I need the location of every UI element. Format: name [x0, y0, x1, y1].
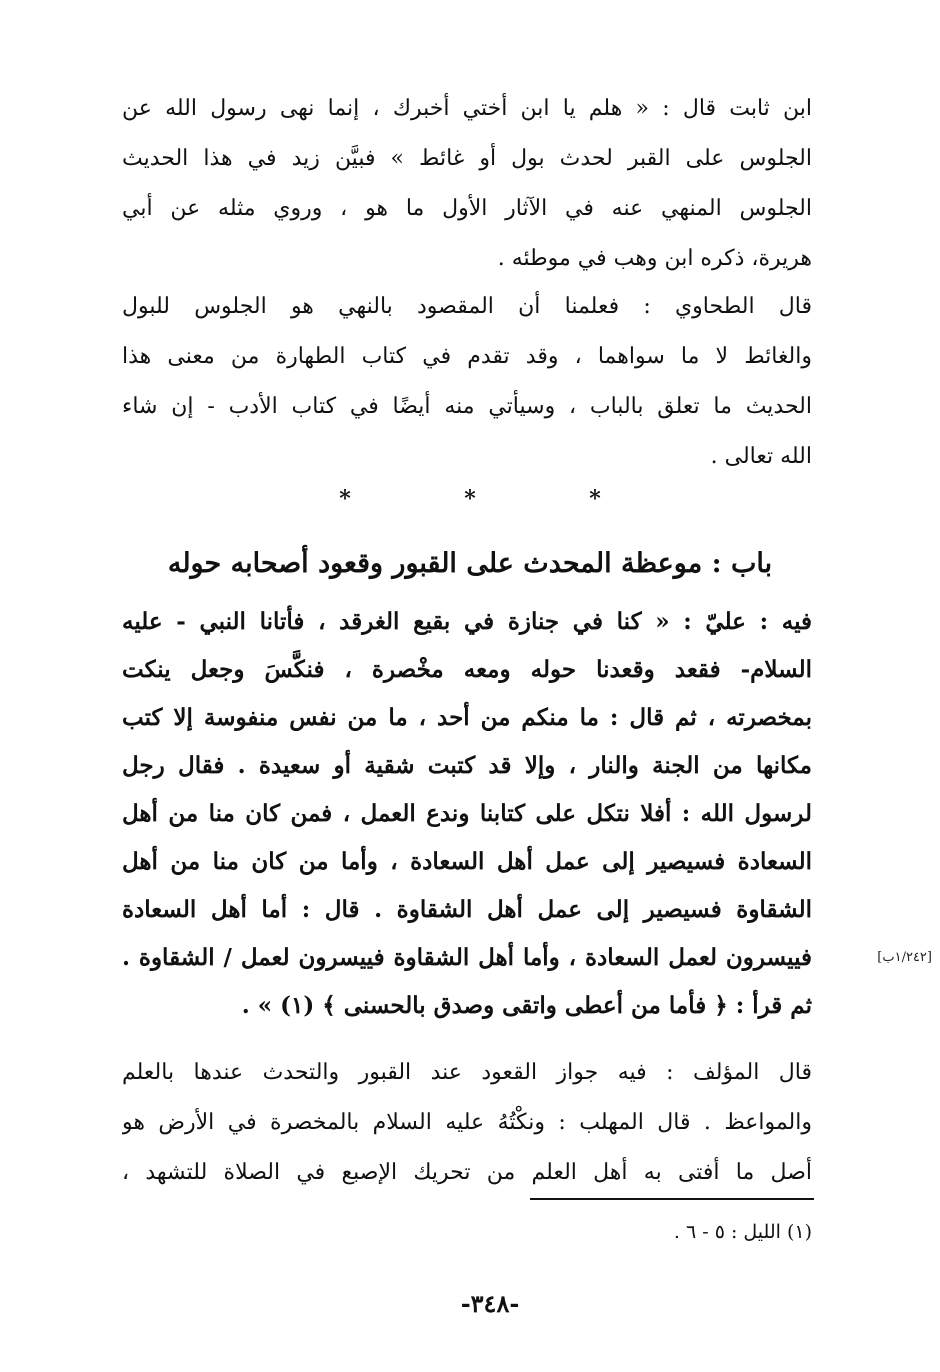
asterisk-ornament: * [339, 486, 351, 512]
text-line: ابن ثابت قال : « هلم يا ابن أختي أخبرك ، إنما نهى رسول الله عن [122, 96, 812, 121]
text-line: لرسول الله : أفلا نتكل على كتابنا وندع العمل ، فمن كان منا من أهل [122, 800, 812, 827]
asterisk-ornament: * [589, 486, 601, 512]
asterisk-ornament: * [464, 486, 476, 512]
text-line: الجلوس المنهي عنه في الآثار الأول ما هو ، وروي مثله عن أبي [122, 196, 812, 221]
text-line: والمواعظ . قال المهلب : ونكْتُهُ عليه السلام بالمخصرة في الأرض هو [122, 1110, 812, 1135]
paragraph-2 [122, 282, 812, 482]
paragraph-1 [122, 84, 812, 284]
text-line: ثم قرأ : ﴿ فأما من أعطى واتقى وصدق بالحسنى ﴾ (١) » . [241, 992, 812, 1019]
footnote: (١) الليل : ٥ - ٦ . [673, 1221, 812, 1243]
footnote-divider [530, 1198, 814, 1200]
text-line: فييسرون لعمل السعادة ، وأما أهل الشقاوة فييسرون لعمل / الشقاوة . [122, 944, 812, 971]
text-line: الله تعالى . [710, 444, 812, 469]
text-line: قال المؤلف : فيه جواز القعود عند القبور والتحدث عندها بالعلم [122, 1060, 812, 1085]
text-line: والغائط لا ما سواهما ، وقد تقدم في كتاب الطهارة من معنى هذا [122, 344, 812, 369]
text-line: أصل ما أفتى به أهل العلم من تحريك الإصبع في الصلاة للتشهد ، [122, 1160, 812, 1185]
paragraph-4 [122, 1048, 812, 1198]
page-number: -٣٤٨- [460, 1289, 520, 1318]
text-line: قال الطحاوي : فعلمنا أن المقصود بالنهي هو الجلوس للبول [122, 294, 812, 319]
text-line: هريرة، ذكره ابن وهب في موطئه . [497, 246, 812, 271]
text-line: السلام- فقعد وقعدنا حوله ومعه مخْصرة ، فنكَّسَ وجعل ينكت [122, 656, 812, 683]
text-line: مكانها من الجنة والنار ، وإلا قد كتبت شقية أو سعيدة . فقال رجل [122, 752, 812, 779]
text-line: فيه : عليّ : « كنا في جنازة في بقيع الغرقد ، فأتانا النبي - عليه [122, 608, 812, 635]
text-line: الجلوس على القبر لحدث بول أو غائط » فبيَّن زيد في هذا الحديث [122, 146, 812, 171]
manuscript-folio-note: [١/٢٤٢ب] [877, 950, 932, 965]
section-separator [330, 486, 610, 512]
hadith-paragraph [122, 598, 812, 1030]
text-line: الحديث ما تعلق بالباب ، وسيأتي منه أيضًا في كتاب الأدب - إن شاء [122, 394, 812, 419]
chapter-heading: باب : موعظة المحدث على القبور وقعود أصحابه حوله [167, 548, 773, 579]
text-line: الشقاوة فسيصير إلى عمل أهل الشقاوة . قال : أما أهل السعادة [122, 896, 812, 923]
text-line: السعادة فسيصير إلى عمل أهل السعادة ، وأما من كان منا من أهل [122, 848, 812, 875]
text-line: بمخصرته ، ثم قال : ما منكم من أحد ، ما من نفس منفوسة إلا كتب [122, 704, 812, 731]
